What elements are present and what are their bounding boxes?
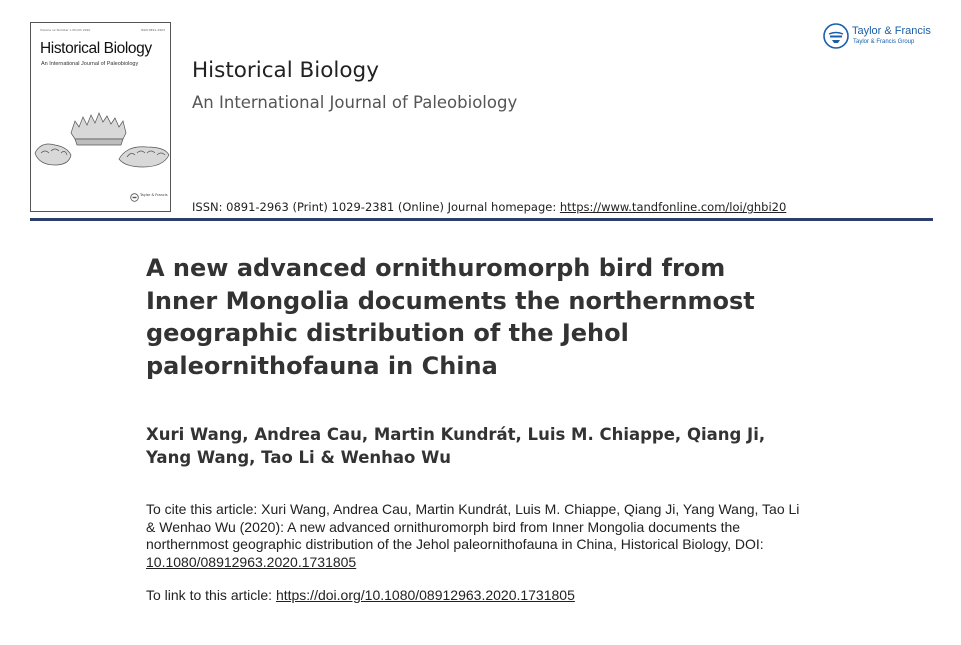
cover-publisher-name: Taylor & Francis (140, 193, 168, 197)
doi-url-link[interactable]: https://doi.org/10.1080/08912963.2020.1731805 (275, 587, 575, 603)
cite-label: To cite this article: (146, 501, 258, 517)
cover-subtitle: An International Journal of Paleobiology (41, 61, 139, 67)
doi-link[interactable]: 10.1080/08912963.2020.1731805 (146, 553, 357, 570)
issn-line (192, 200, 786, 214)
journal-subtitle: An International Journal of Paleobiology (192, 93, 518, 112)
journal-title: Historical Biology (192, 58, 379, 83)
journal-cover-image (30, 22, 171, 212)
cover-publisher-logo-icon (130, 193, 139, 202)
link-label: To link to this article: (146, 587, 276, 603)
cite-text: Xuri Wang, Andrea Cau, Martin Kundrát, Luis M. Chiappe, Qiang Ji, Yang Wang, Tao Li & Wenhao Wu (2020): A new advanced ornithuromorph bird from Inner Mongolia documents the northernmost geographic distribution of the Jehol paleornithofauna in China, Historical Biology, DOI: (146, 501, 800, 552)
article-authors: Xuri Wang, Andrea Cau, Martin Kundrát, Luis M. Chiappe, Qiang Ji, Yang Wang, Tao Li & Wenhao Wu (146, 425, 766, 467)
journal-homepage-link[interactable]: https://www.tandfonline.com/loi/ghbi20 (559, 200, 787, 214)
article-link-line (146, 587, 575, 603)
cover-volume-line: Volume xx Number x Month 2020 (40, 28, 91, 32)
publisher-name: Taylor & Francis (852, 25, 931, 37)
citation-block (146, 501, 806, 571)
header-divider (30, 218, 933, 221)
cover-issn: ISSN 0891-2963 (140, 28, 165, 32)
taylor-francis-logo-icon (822, 22, 850, 50)
publisher-group: Taylor & Francis Group (853, 39, 915, 45)
issn-text: ISSN: 0891-2963 (Print) 1029-2381 (Online) Journal homepage: (192, 200, 560, 214)
fossil-illustration (31, 103, 172, 173)
article-title: A new advanced ornithuromorph bird from Inner Mongolia documents the northernmost geographic distribution of the Jehol paleornithofauna in China (146, 254, 755, 380)
cover-title: Historical Biology (40, 40, 152, 57)
